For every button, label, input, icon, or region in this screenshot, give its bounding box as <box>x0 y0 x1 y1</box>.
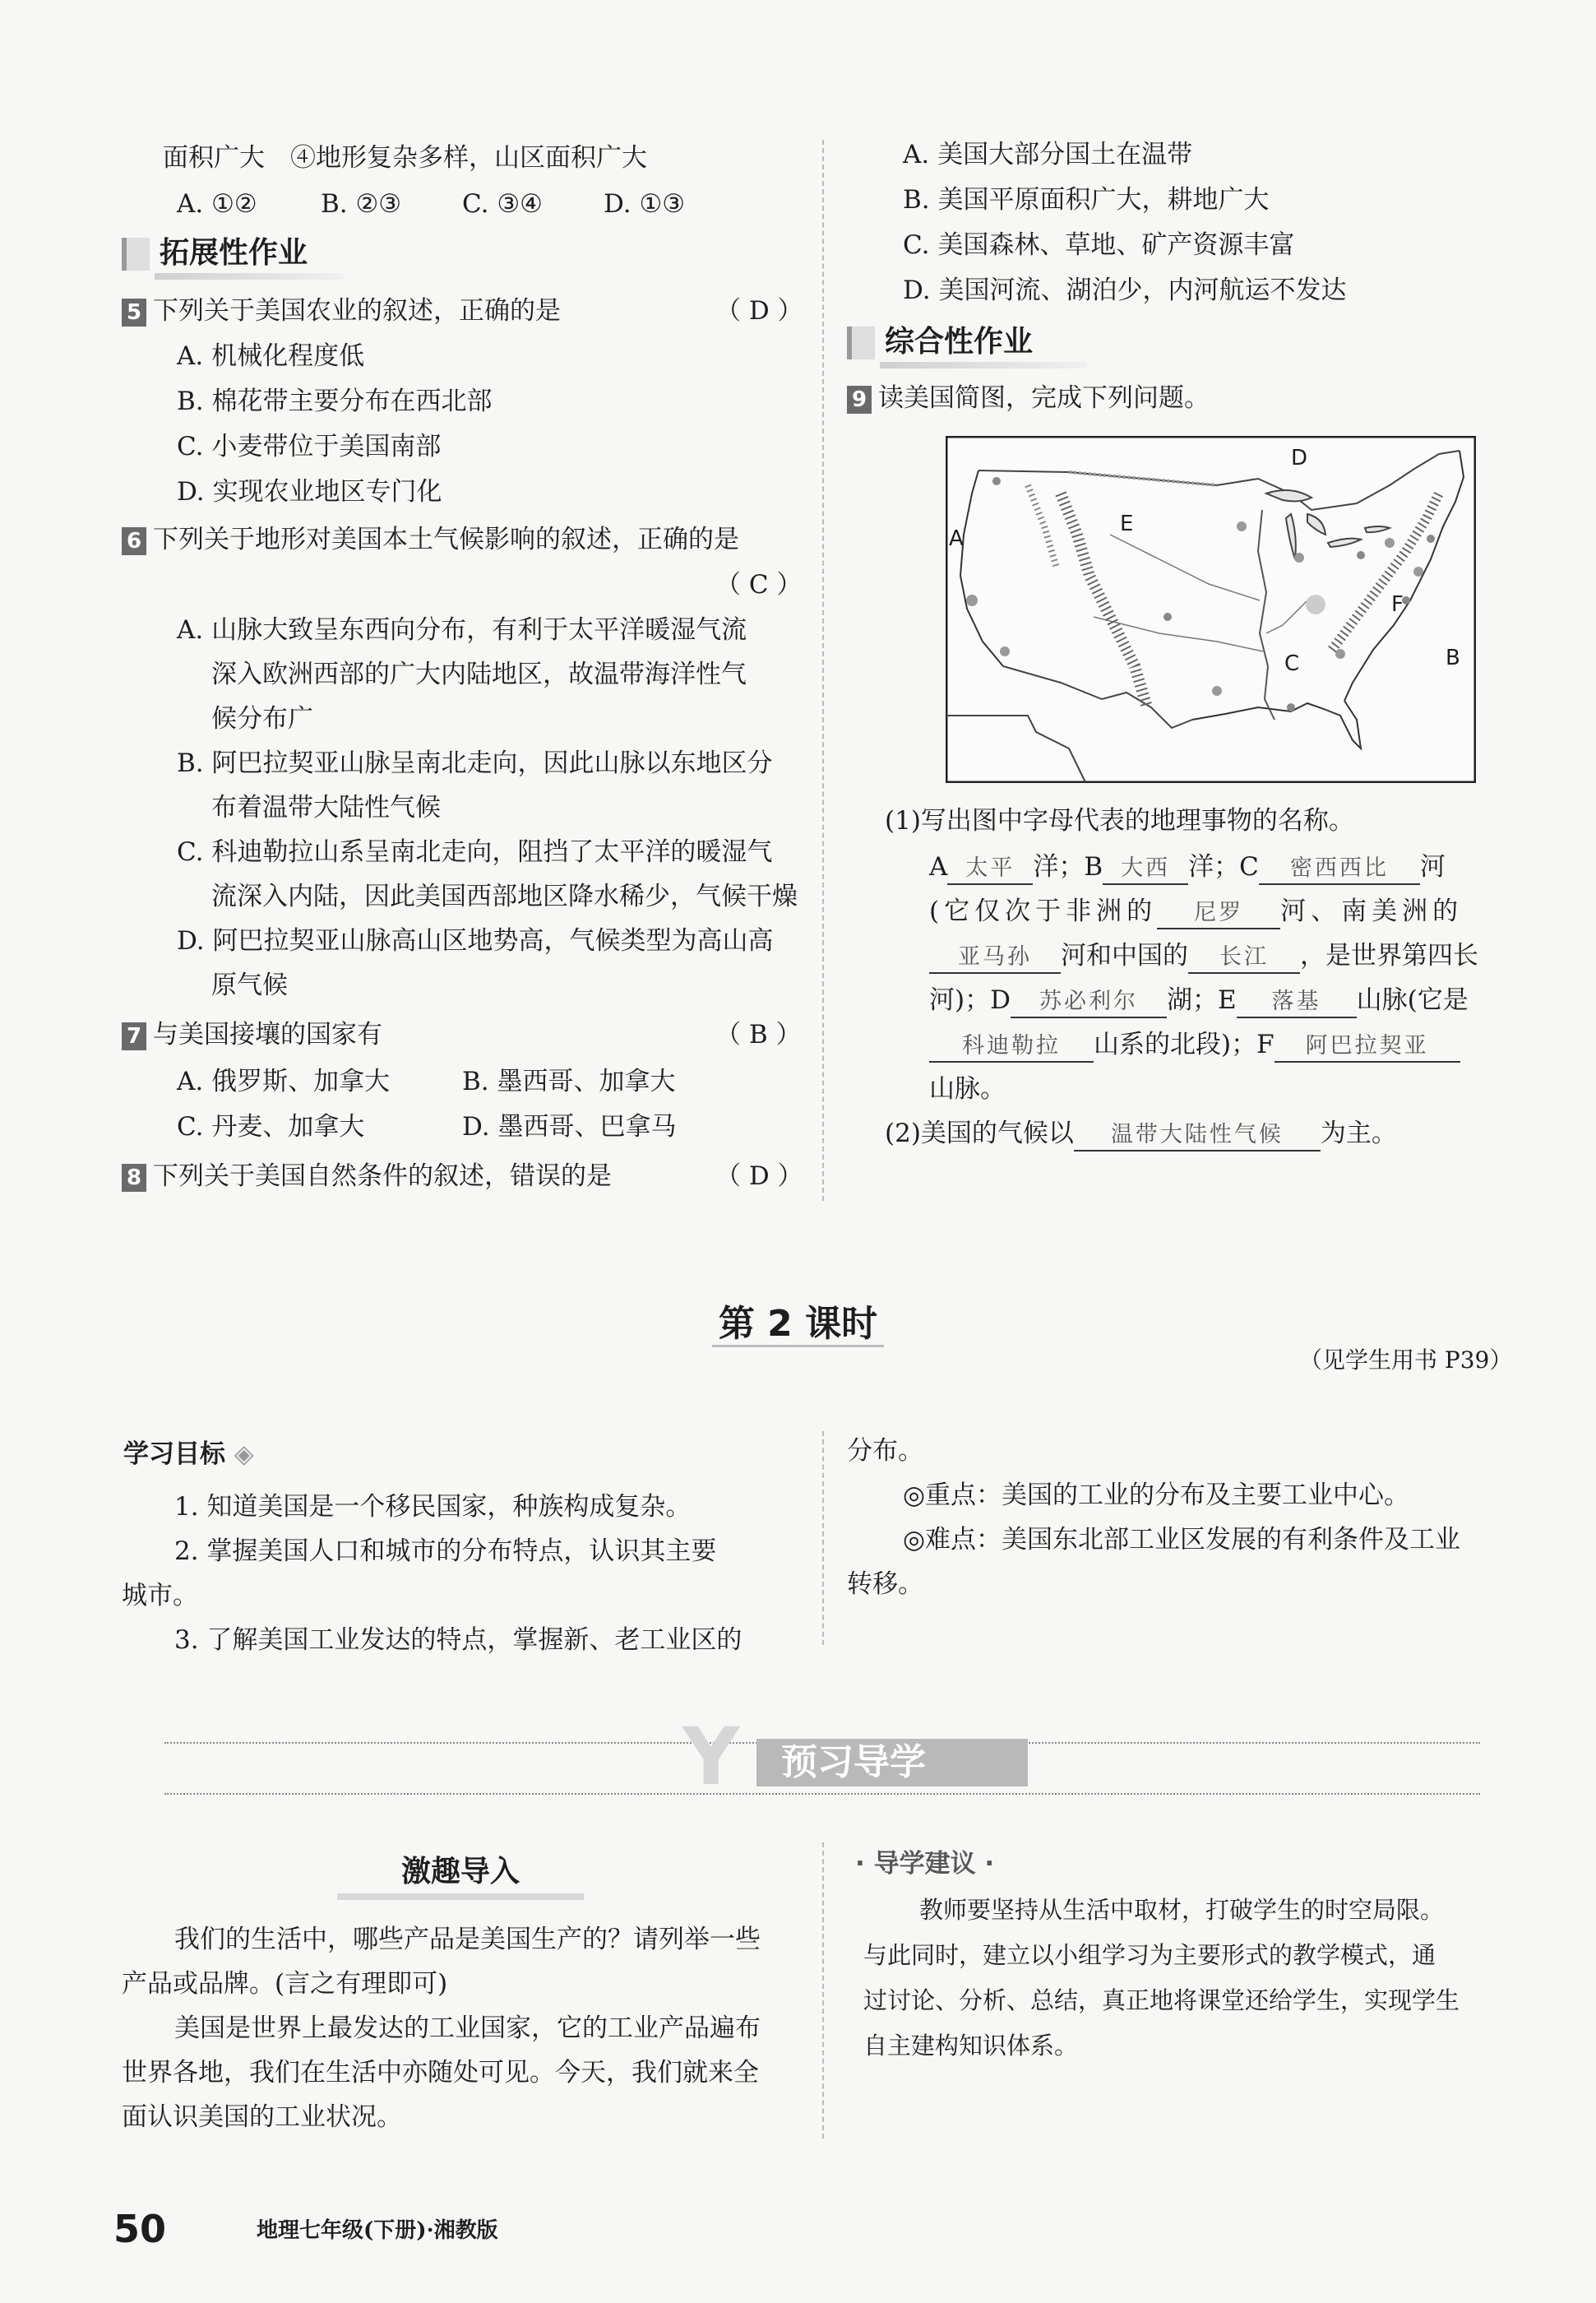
blank-e: 落基 <box>1237 987 1357 1018</box>
difficult-point-cont: 转移。 <box>847 1569 923 1599</box>
question-7: 7 与美国接壤的国家有 <box>122 1017 382 1053</box>
q6-option-b-line2: 布着温带大陆性气候 <box>211 793 441 822</box>
goals-divider <box>822 1431 824 1645</box>
arrow-icon <box>122 238 150 271</box>
carry-option-c: C. ③④ <box>462 189 543 219</box>
diamond-icon: ◈ <box>234 1439 254 1469</box>
carry-option-a: A. ①② <box>177 189 257 219</box>
blank-c: 密西西比 <box>1259 854 1420 885</box>
question-8: 8 下列关于美国自然条件的叙述，错误的是 <box>122 1158 612 1194</box>
question-5: 5 下列关于美国农业的叙述，正确的是 <box>122 293 561 329</box>
intro-line-1: 我们的生活中，哪些产品是美国生产的？请列举一些 <box>174 1925 761 1954</box>
answer-7: （ B ） <box>715 1020 802 1050</box>
q6-option-c-line1: C. 科迪勒拉山系呈南北走向，阻挡了太平洋的暖湿气 <box>177 837 773 867</box>
column-divider <box>822 140 824 1201</box>
q7-option-d: D. 墨西哥、巴拿马 <box>462 1112 677 1142</box>
intro-title: 激趣导入 <box>337 1851 584 1900</box>
banner-letter: Y <box>682 1711 740 1803</box>
usa-map <box>946 436 1476 783</box>
blank-f: 阿巴拉契亚 <box>1274 1031 1460 1063</box>
answer-8: （ D ） <box>715 1161 803 1191</box>
q9-2: (2)美国的气候以 温带大陆性气候 为主。 <box>885 1115 1397 1152</box>
q9-blank-line5: 科迪勒拉 山系的北段)；F 阿巴拉契亚 <box>929 1026 1460 1063</box>
preview-divider <box>822 1842 824 2138</box>
q6-option-d-line1: D. 阿巴拉契亚山脉高山区地势高，气候类型为高山高 <box>177 926 774 956</box>
carry-line: 面积广大 ④地形复杂多样，山区面积广大 <box>163 143 647 173</box>
q6-option-a-line3: 候分布广 <box>211 704 313 734</box>
goal-2-cont: 城市。 <box>122 1581 198 1610</box>
banner-title: 预习导学 <box>756 1739 1028 1786</box>
difficult-point: ◎难点：美国东北部工业区发展的有利条件及工业 <box>903 1525 1461 1555</box>
answer-6: （ C ） <box>715 570 803 600</box>
q5-option-d: D. 实现农业地区专门化 <box>177 477 442 507</box>
q8-option-a: A. 美国大部分国土在温带 <box>903 140 1193 169</box>
advice-line-2: 与此同时，建立以小组学习为主要形式的教学模式，通 <box>863 1941 1436 1969</box>
q7-option-b: B. 墨西哥、加拿大 <box>462 1067 676 1096</box>
blank-yangtze: 长江 <box>1188 943 1300 974</box>
q9-1-intro: (1)写出图中字母代表的地理事物的名称。 <box>885 806 1354 836</box>
map-label-d: D <box>1291 446 1308 470</box>
advice-line-1: 教师要坚持从生活中取材，打破学生的时空局限。 <box>919 1896 1445 1924</box>
q6-option-d-line2: 原气候 <box>211 971 288 1000</box>
intro-line-5: 面认识美国的工业状况。 <box>122 2102 402 2132</box>
carry-option-b: B. ②③ <box>321 189 402 219</box>
answer-5: （ D ） <box>715 296 803 326</box>
map-label-f: F <box>1391 592 1404 617</box>
blank-d: 苏必利尔 <box>1011 987 1167 1018</box>
goals-right-1: 分布。 <box>847 1436 923 1466</box>
blank-a: 太平 <box>947 854 1033 885</box>
preview-banner <box>600 1711 1044 1803</box>
lesson-ref: （见学生用书 P39） <box>1299 1346 1513 1374</box>
carry-option-d: D. ①③ <box>604 189 686 219</box>
q9-blank-line2: (它仅次于非洲的 尼罗 河、南美洲的 <box>929 893 1463 929</box>
blank-amazon: 亚马孙 <box>929 943 1061 974</box>
map-label-c: C <box>1284 651 1300 676</box>
advice-title: · 导学建议 · <box>855 1849 995 1879</box>
q5-option-a: A. 机械化程度低 <box>177 341 365 371</box>
map-label-e: E <box>1120 512 1134 536</box>
goal-2: 2. 掌握美国人口和城市的分布特点，认识其主要 <box>174 1536 717 1566</box>
arrow-icon <box>847 327 875 359</box>
map-label-a: A <box>949 526 964 551</box>
q8-option-b: B. 美国平原面积广大，耕地广大 <box>903 185 1270 215</box>
q8-option-c: C. 美国森林、草地、矿产资源丰富 <box>903 230 1295 260</box>
q5-option-b: B. 棉花带主要分布在西北部 <box>177 387 493 416</box>
question-9: 9 读美国简图，完成下列问题。 <box>847 380 1210 416</box>
q6-option-b-line1: B. 阿巴拉契亚山脉呈南北走向，因此山脉以东地区分 <box>177 748 773 778</box>
intro-line-2: 产品或品牌。(言之有理即可) <box>122 1969 448 1999</box>
q6-option-a-line2: 深入欧洲西部的广大内陆地区，故温带海洋性气 <box>211 660 747 689</box>
blank-cordillera: 科迪勒拉 <box>929 1031 1094 1063</box>
goal-1: 1. 知道美国是一个移民国家，种族构成复杂。 <box>174 1492 692 1522</box>
q9-blank-line1: A 太平 洋；B 大西 洋；C 密西西比 河 <box>929 849 1446 885</box>
q9-blank-line6: 山脉。 <box>929 1074 1006 1104</box>
section-extension-homework: 拓展性作业 <box>122 232 344 275</box>
intro-line-3: 美国是世界上最发达的工业国家，它的工业产品遍布 <box>174 2013 761 2043</box>
page-number: 50 <box>113 2207 167 2251</box>
q9-blank-line3: 亚马孙 河和中国的 长江 ，是世界第四长 <box>929 938 1478 974</box>
blank-b: 大西 <box>1103 854 1188 885</box>
q6-option-a-line1: A. 山脉大致呈东西向分布，有利于太平洋暖湿气流 <box>177 615 747 645</box>
goal-3: 3. 了解美国工业发达的特点，掌握新、老工业区的 <box>174 1625 742 1655</box>
advice-line-3: 过讨论、分析、总结，真正地将课堂还给学生，实现学生 <box>863 1986 1460 2014</box>
section-comprehensive-homework: 综合性作业 <box>847 321 1087 364</box>
q8-option-d: D. 美国河流、湖泊少，内河航运不发达 <box>903 276 1347 305</box>
q7-option-c: C. 丹麦、加拿大 <box>177 1112 365 1142</box>
blank-nile: 尼罗 <box>1157 898 1280 929</box>
map-label-b: B <box>1446 646 1460 670</box>
advice-line-4: 自主建构知识体系。 <box>863 2032 1079 2060</box>
question-6: 6 下列关于地形对美国本土气候影响的叙述，正确的是 <box>122 521 739 558</box>
q5-option-c: C. 小麦带位于美国南部 <box>177 432 442 461</box>
q6-option-c-line2: 流深入内陆，因此美国西部地区降水稀少，气候干燥 <box>211 882 798 911</box>
q7-option-a: A. 俄罗斯、加拿大 <box>177 1067 391 1096</box>
intro-line-4: 世界各地，我们在生活中亦随处可见。今天，我们就来全 <box>122 2058 759 2088</box>
lesson-title: 第 2 课时 <box>0 1300 1596 1349</box>
book-title: 地理七年级(下册)·湘教版 <box>257 2218 498 2243</box>
key-point: ◎重点：美国的工业的分布及主要工业中心。 <box>903 1480 1410 1510</box>
q9-blank-line4: 河)；D 苏必利尔 湖；E 落基 山脉(它是 <box>929 982 1469 1018</box>
goals-title: 学习目标 ◈ <box>123 1439 254 1469</box>
blank-climate: 温带大陆性气候 <box>1074 1120 1321 1152</box>
